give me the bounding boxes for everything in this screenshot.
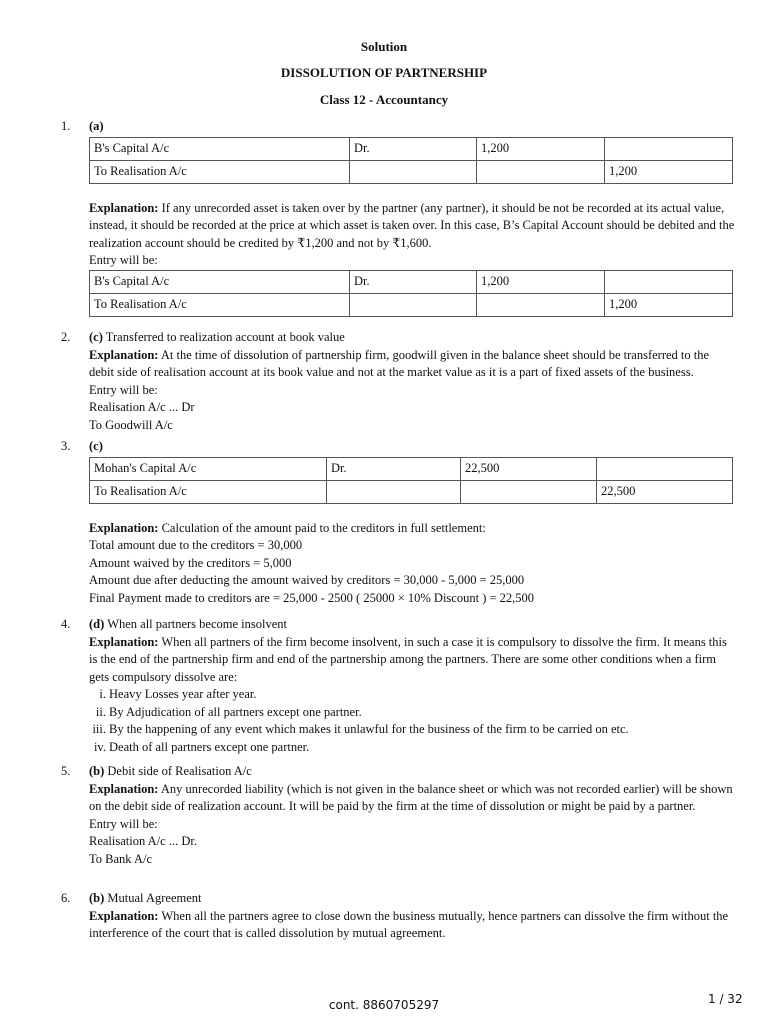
- list-numeral: iii.: [92, 722, 106, 736]
- table-cell: [350, 160, 477, 183]
- list-item-text: By the happening of any event which makes it unlawful for the business of the firm to be carried on etc.: [109, 722, 629, 736]
- entry-intro: Entry will be:: [89, 816, 158, 831]
- explanation-label: Explanation:: [89, 347, 159, 362]
- table-row: [90, 270, 733, 293]
- explanation-label: Explanation:: [89, 200, 159, 215]
- table-cell: Mohan's Capital A/c: [90, 457, 327, 480]
- calculation-line: Amount due after deducting the amount waived by creditors = 30,000 - 5,000 = 25,000: [89, 573, 525, 587]
- explanation-text: When all partners of the firm become insolvent, in such a case it is compulsory to dissolve the firm. It means this is the end of the partnership firm and end of the partnership among the partners. There are some other conditions when a firm gets compulsory dissolve are:: [89, 634, 727, 684]
- table-cell: [350, 293, 477, 316]
- explanation-label: Explanation:: [89, 520, 159, 535]
- explanation-text: At the time of dissolution of partnership firm, goodwill given in the balance sheet should be transferred to the debit side of realisation account at its book value and not at the market value as it is a part of fixed assets of the business.: [89, 347, 710, 379]
- explanation: [89, 200, 735, 253]
- journal-entry-table: [89, 270, 733, 317]
- answer-option: (b): [89, 891, 105, 905]
- table-cell: Dr.: [327, 457, 461, 480]
- explanation-label: Explanation:: [89, 908, 159, 923]
- question-body: [89, 438, 735, 607]
- question-number: 1.: [61, 119, 71, 133]
- table-row: [90, 137, 733, 160]
- question-body: [89, 616, 735, 756]
- explanation: [89, 347, 735, 382]
- list-item-text: Death of all partners except one partner.: [109, 739, 310, 754]
- table-cell: To Realisation A/c: [90, 293, 350, 316]
- question-number: 6.: [61, 891, 71, 905]
- table-row: [90, 457, 733, 480]
- list-numeral: i.: [99, 687, 106, 701]
- table-cell: Dr.: [350, 270, 477, 293]
- journal-entry-table: [89, 137, 733, 184]
- entry-intro: Entry will be:: [89, 253, 158, 267]
- explanation-text: Calculation of the amount paid to the creditors in full settlement:: [161, 520, 486, 535]
- table-cell: 1,200: [477, 137, 605, 160]
- question-number: 4.: [61, 617, 71, 631]
- explanation-label: Explanation:: [89, 781, 159, 796]
- question-number: 2.: [61, 330, 71, 344]
- list-numeral: ii.: [95, 704, 106, 719]
- table-cell: [477, 160, 605, 183]
- table-cell: 22,500: [461, 457, 597, 480]
- table-cell: Dr.: [350, 137, 477, 160]
- table-cell: [327, 480, 461, 503]
- explanation: [89, 634, 735, 687]
- class-subtitle: Class 12 - Accountancy: [319, 92, 449, 107]
- question-number: 3.: [61, 439, 71, 453]
- list-item: [89, 721, 735, 739]
- list-item: [89, 739, 735, 757]
- explanation: [89, 781, 735, 816]
- table-row: [90, 160, 733, 183]
- conditions-list: [89, 686, 735, 756]
- table-row: [90, 480, 733, 503]
- list-item-text: By Adjudication of all partners except one partner.: [109, 704, 362, 719]
- table-cell: [597, 457, 733, 480]
- answer-text: When all partners become insolvent: [107, 617, 287, 631]
- table-cell: B's Capital A/c: [90, 270, 350, 293]
- answer-text: Transferred to realization account at book value: [105, 330, 345, 344]
- explanation-label: Explanation:: [89, 634, 159, 649]
- answer-option: (c): [89, 330, 103, 344]
- entry-line: To Goodwill A/c: [89, 417, 173, 432]
- question-body: [89, 118, 735, 317]
- answer-text: Mutual Agreement: [107, 891, 202, 905]
- table-cell: 1,200: [477, 270, 605, 293]
- table-cell: B's Capital A/c: [90, 137, 350, 160]
- chapter-title: DISSOLUTION OF PARTNERSHIP: [280, 65, 488, 80]
- table-cell: To Realisation A/c: [90, 160, 350, 183]
- question-body: [89, 763, 735, 868]
- question-number: 5.: [61, 764, 71, 778]
- entry-line: Realisation A/c ... Dr.: [89, 834, 197, 848]
- answer-option: (b): [89, 764, 105, 778]
- table-cell: 1,200: [605, 293, 733, 316]
- answer-option: (a): [89, 119, 104, 133]
- answer-option: (c): [89, 439, 103, 453]
- explanation: [89, 908, 735, 943]
- table-cell: [605, 270, 733, 293]
- list-item: [89, 704, 735, 722]
- calculation-line: Total amount due to the creditors = 30,000: [89, 538, 303, 552]
- entry-intro: Entry will be:: [89, 382, 158, 397]
- explanation-text: Any unrecorded liability (which is not given in the balance sheet or which was not recorded earlier) will be shown on the debit side of realization account. It will be paid by the firm at the time of dissolution or might be paid by a partner.: [89, 781, 733, 813]
- table-cell: 1,200: [605, 160, 733, 183]
- table-cell: [605, 137, 733, 160]
- answer-text: Debit side of Realisation A/c: [107, 764, 252, 778]
- list-item-text: Heavy Losses year after year.: [109, 687, 257, 701]
- table-cell: [477, 293, 605, 316]
- page-number: 1 / 32: [708, 992, 743, 1006]
- explanation-text: If any unrecorded asset is taken over by the partner (any partner), it should be not be recorded at its actual value, instead, it should be recorded at the price at which asset is taken over. In this case, B’s Capital Account should be debited and the realization account should be credited by ₹1,200 and not by ₹1,600.: [89, 200, 735, 250]
- calculation-line: Amount waived by the creditors = 5,000: [89, 555, 292, 570]
- solution-heading: Solution: [360, 39, 408, 54]
- entry-line: Realisation A/c ... Dr: [89, 400, 195, 414]
- list-item: [89, 686, 735, 704]
- entry-line: To Bank A/c: [89, 851, 153, 866]
- table-cell: To Realisation A/c: [90, 480, 327, 503]
- question-body: [89, 329, 735, 434]
- explanation-text: When all the partners agree to close down the business mutually, hence partners can dissolve the firm without the interference of the court that is called dissolution by mutual agreement.: [89, 908, 729, 940]
- table-cell: [461, 480, 597, 503]
- table-row: [90, 293, 733, 316]
- footer-contact: cont. 8860705297: [328, 998, 440, 1012]
- explanation: [89, 520, 735, 538]
- question-body: [89, 890, 735, 943]
- journal-entry-table: [89, 457, 733, 504]
- table-cell: 22,500: [597, 480, 733, 503]
- answer-option: (d): [89, 617, 105, 631]
- list-numeral: iv.: [93, 739, 106, 754]
- calculation-line: Final Payment made to creditors are = 25,000 - 2500 ( 25000 × 10% Discount ) = 22,500: [89, 590, 535, 605]
